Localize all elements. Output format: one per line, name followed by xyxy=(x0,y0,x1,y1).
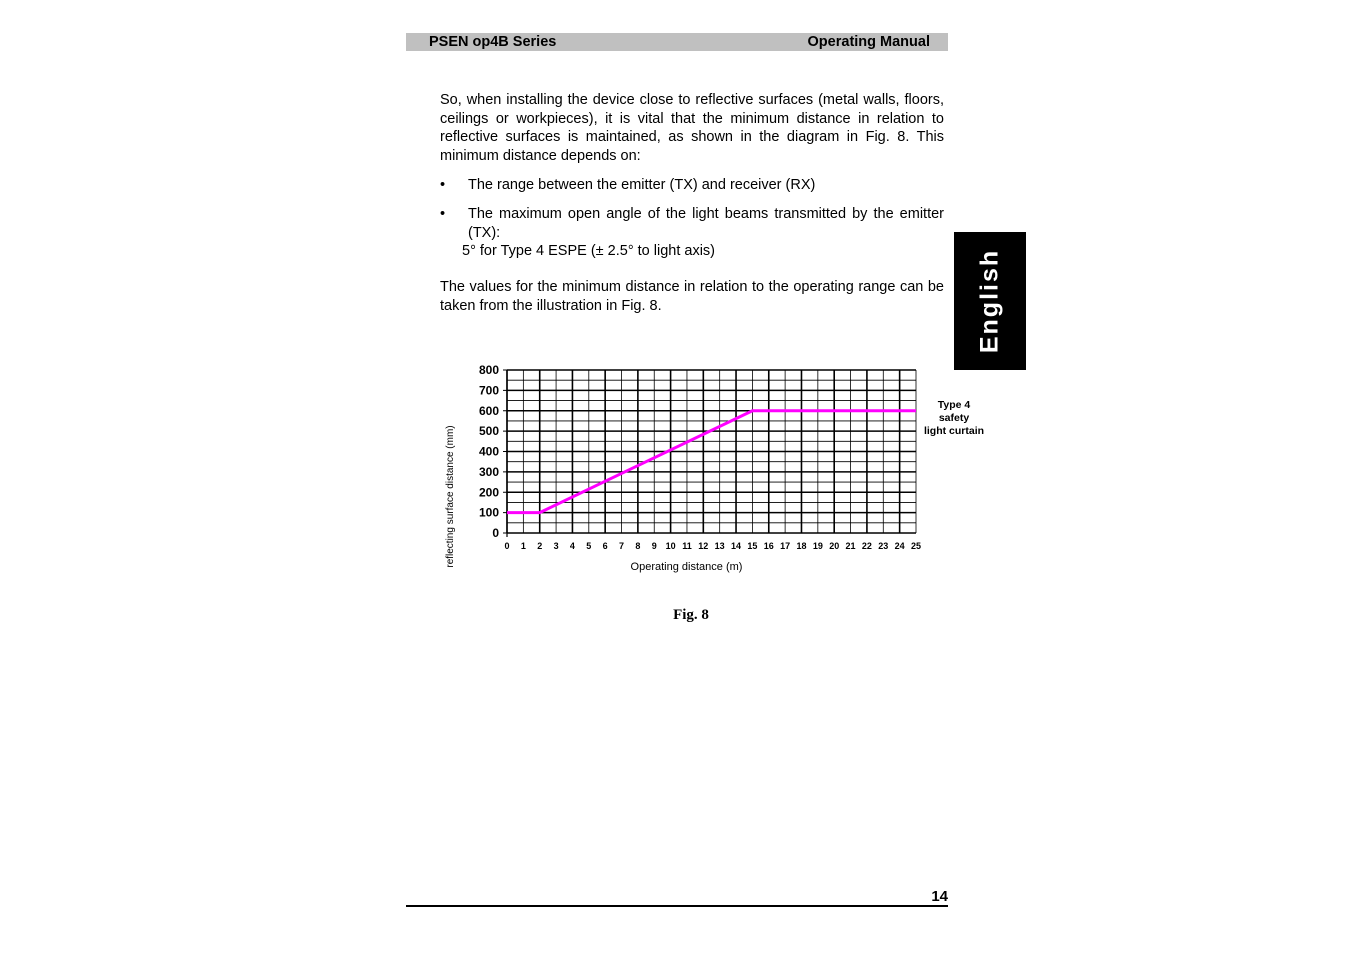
distance-chart xyxy=(430,355,1000,585)
x-tick-label: 23 xyxy=(878,541,889,551)
y-axis-title: reflecting surface distance (mm) xyxy=(445,425,456,568)
x-tick-label: 16 xyxy=(763,541,774,551)
x-tick-label: 25 xyxy=(910,541,922,551)
x-tick-label: 9 xyxy=(651,541,657,551)
language-tab xyxy=(954,232,1026,370)
x-tick-label: 22 xyxy=(861,541,872,551)
bullet-text: The maximum open angle of the light beams transmitted by the emitter (TX): xyxy=(468,206,944,241)
x-tick-label: 20 xyxy=(829,541,840,551)
values-paragraph: The values for the minimum distance in relation to the operating range can be taken from the illustration in Fig. 8. xyxy=(440,279,944,314)
x-tick-label: 1 xyxy=(520,541,526,551)
series-label: light curtain xyxy=(923,425,985,437)
x-tick-label: 8 xyxy=(635,541,641,551)
x-tick-label: 13 xyxy=(714,541,725,551)
y-tick-label: 800 xyxy=(478,363,499,377)
page-number: 14 xyxy=(931,888,948,905)
x-axis-title: Operating distance (m) xyxy=(630,561,743,573)
x-tick-label: 14 xyxy=(731,541,742,551)
x-tick-label: 5 xyxy=(586,541,592,551)
y-tick-label: 600 xyxy=(478,403,499,418)
y-tick-label: 400 xyxy=(478,444,499,459)
series-label: Type 4 xyxy=(937,399,971,411)
x-tick-label: 12 xyxy=(698,541,709,551)
x-tick-label: 18 xyxy=(796,541,807,551)
intro-paragraph: So, when installing the device close to reflective surfaces (metal walls, floors, ceilings or workpieces), it is vital that the minimum distance in relation to reflective surfaces is maintained, as shown in the diagram in Fig. 8. This minimum distance depends on: xyxy=(440,92,944,164)
header-series-title: PSEN op4B Series xyxy=(429,34,557,50)
x-tick-label: 21 xyxy=(845,541,856,551)
bullet-marker: • xyxy=(440,206,446,222)
x-tick-label: 17 xyxy=(780,541,791,551)
y-tick-label: 0 xyxy=(492,526,499,540)
bullet-marker: • xyxy=(440,177,446,193)
x-tick-label: 3 xyxy=(553,541,559,551)
footer-rule xyxy=(406,905,948,907)
x-tick-label: 11 xyxy=(682,541,692,551)
series-label: safety xyxy=(938,412,970,424)
figure-caption: Fig. 8 xyxy=(673,607,709,623)
header-document-type: Operating Manual xyxy=(807,34,930,50)
x-tick-label: 2 xyxy=(537,541,543,551)
x-tick-label: 7 xyxy=(619,541,625,551)
x-tick-label: 0 xyxy=(504,541,510,551)
x-tick-label: 19 xyxy=(812,541,823,551)
language-tab-label: English xyxy=(975,248,1004,354)
y-tick-label: 100 xyxy=(478,505,499,520)
y-tick-label: 200 xyxy=(478,485,499,500)
bullet-text: The range between the emitter (TX) and receiver (RX) xyxy=(468,177,816,193)
x-tick-label: 15 xyxy=(747,541,758,551)
x-tick-label: 6 xyxy=(602,541,608,551)
bullet-subtext: 5° for Type 4 ESPE (± 2.5° to light axis) xyxy=(462,243,716,259)
x-tick-label: 4 xyxy=(569,541,575,551)
x-tick-label: 10 xyxy=(665,541,676,551)
x-tick-label: 24 xyxy=(894,541,905,551)
y-tick-label: 700 xyxy=(478,383,499,398)
y-tick-label: 500 xyxy=(478,424,499,439)
page-header xyxy=(406,33,948,51)
y-tick-label: 300 xyxy=(478,464,499,479)
